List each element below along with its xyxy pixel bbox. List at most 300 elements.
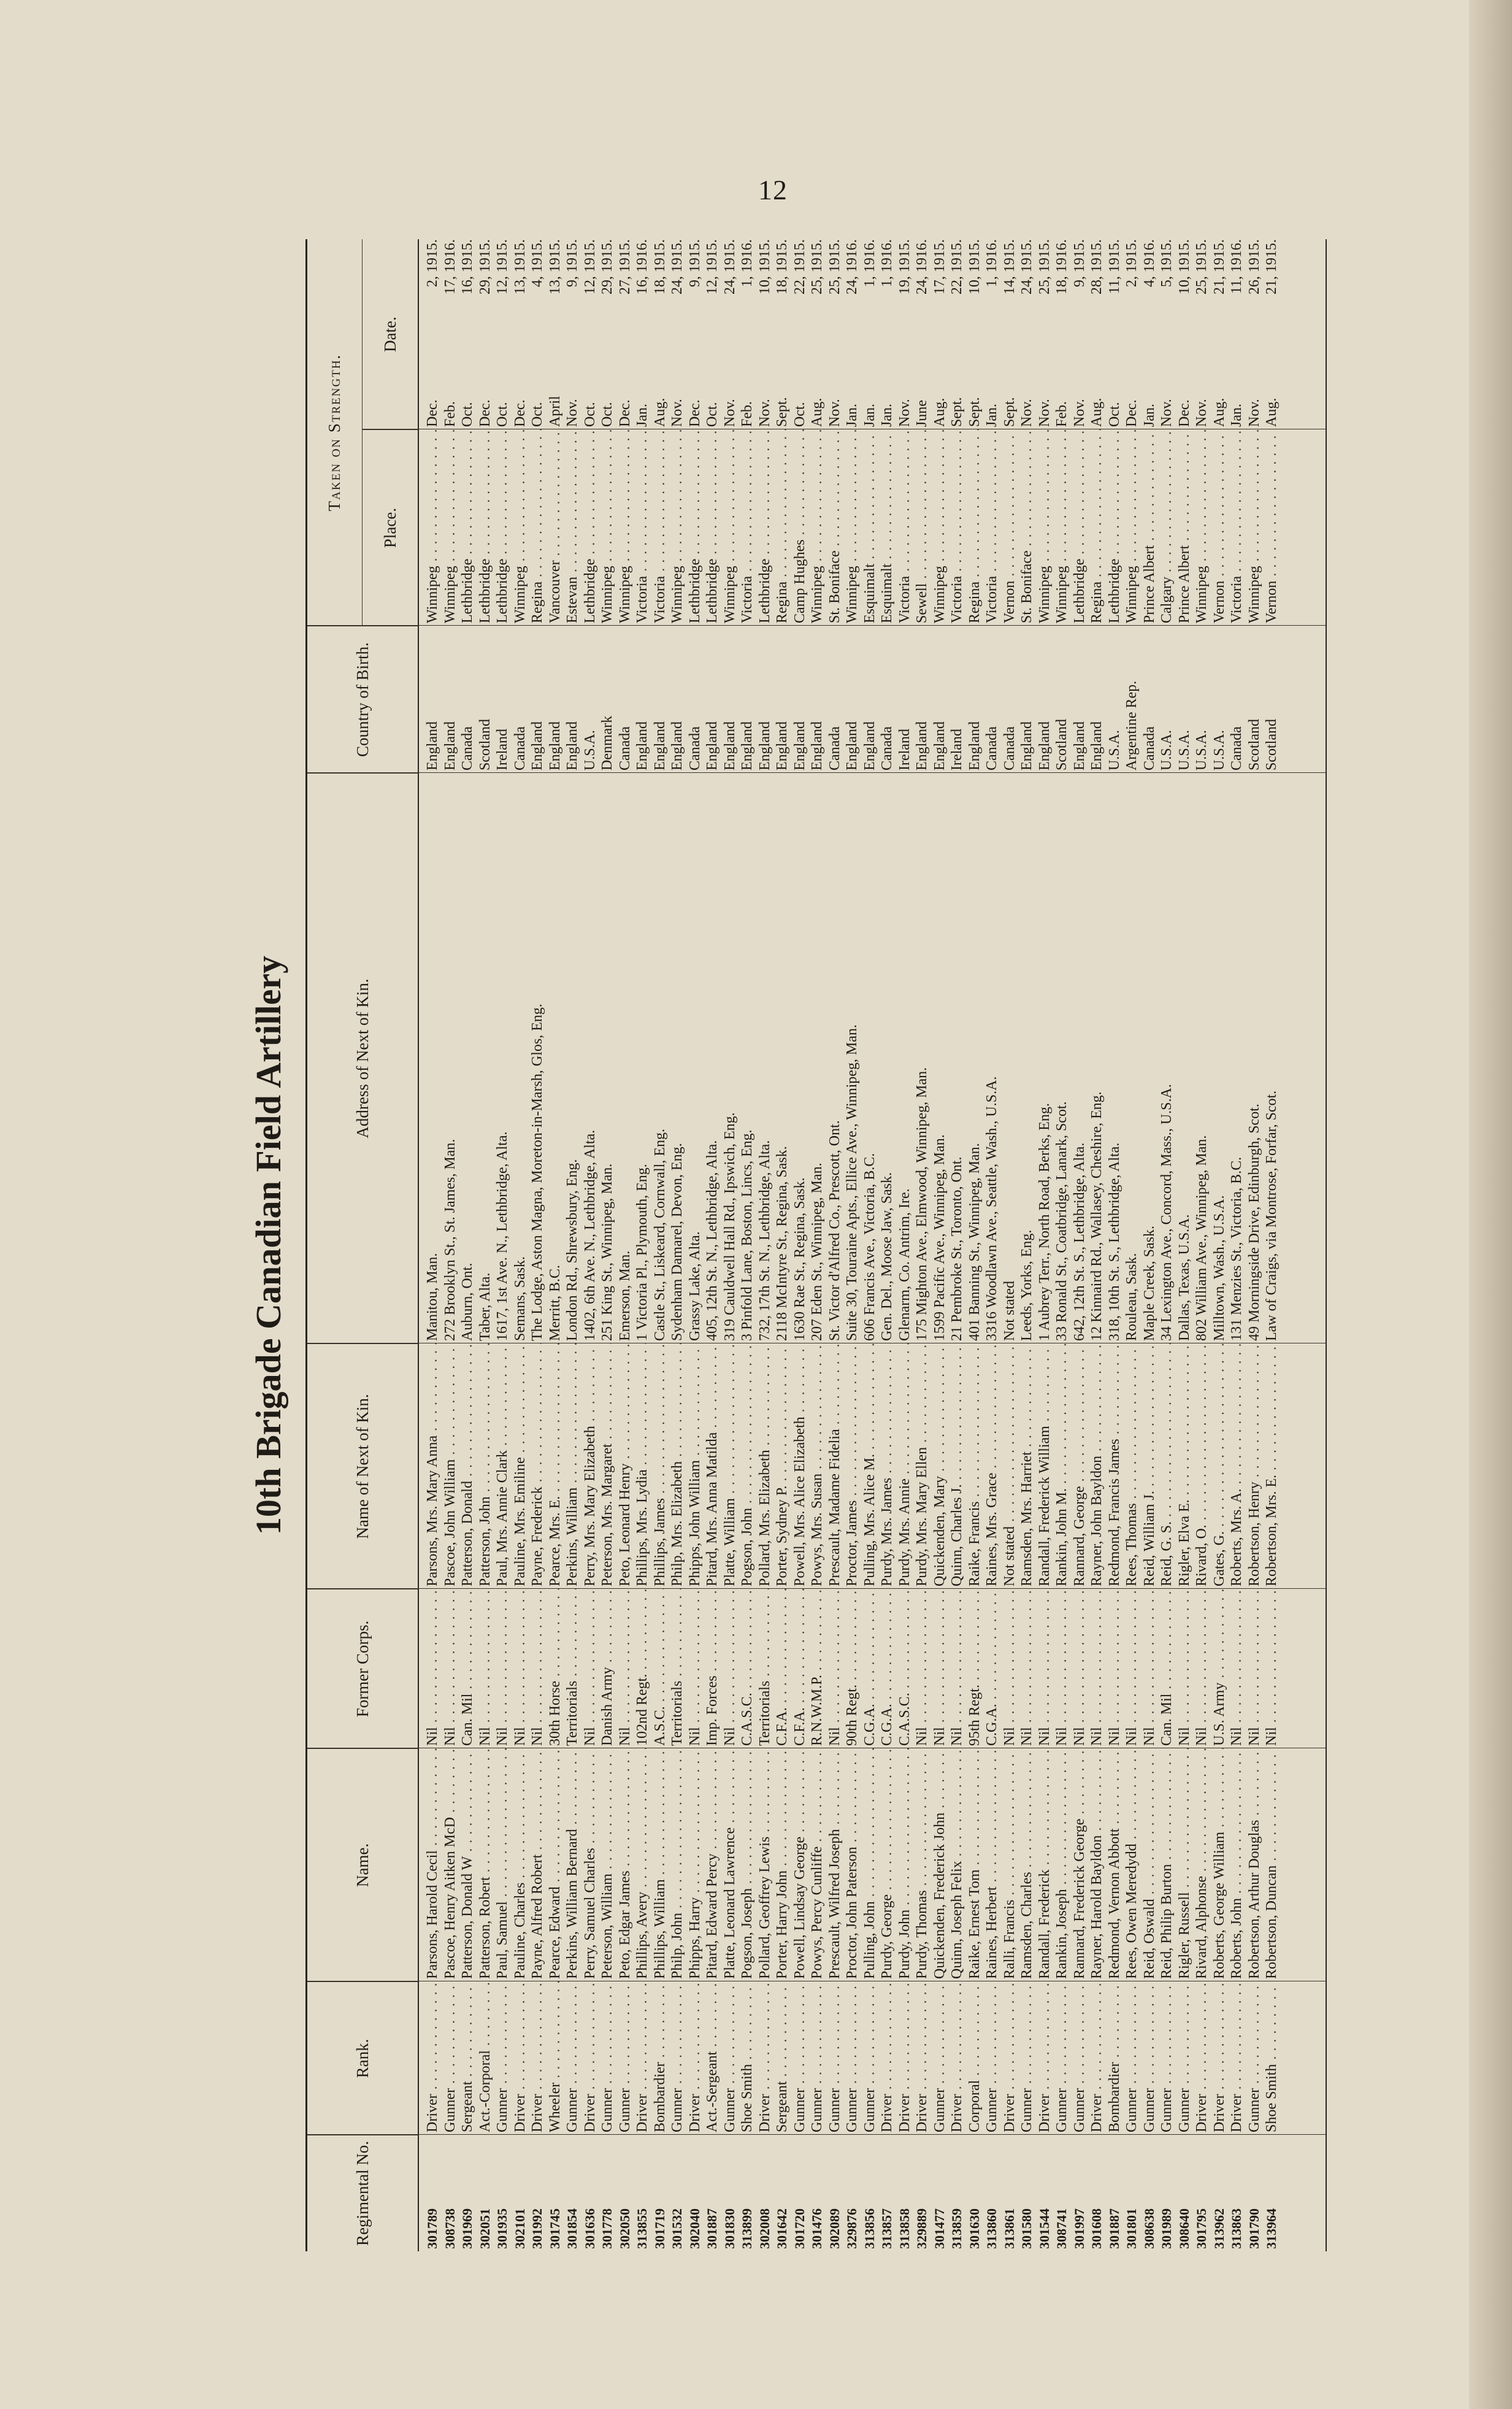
next-of-kin-name: Phillips, Mrs. Lydia . . .: [634, 1343, 651, 1589]
strength-place: Prince Albert . . .: [1176, 429, 1194, 626]
strength-month: Oct.: [704, 402, 720, 427]
former-corps-cell: Imp. Forces . . .: [704, 1589, 721, 1748]
soldier-name: Philp, John . . .: [669, 1748, 686, 1981]
soldier-name: Roberts, George William . . .: [1211, 1748, 1229, 1981]
next-of-kin-name: Quinn, Charles J. . . .: [948, 1343, 966, 1589]
table-row: [1228, 239, 1246, 2251]
strength-month: Dec.: [1124, 399, 1140, 427]
table-row: [1123, 239, 1141, 2251]
former-corps-cell: Nil . . .: [1088, 1589, 1106, 1748]
rank-cell: Sergeant . . .: [773, 1981, 791, 2135]
next-of-kin-name: Peto, Leonard Henry . . .: [616, 1343, 634, 1589]
regimental-number: 301801: [1124, 2208, 1139, 2249]
next-of-kin-address: 131 Menzies St., Victoria, B.C.: [1229, 1156, 1245, 1341]
next-of-kin-address: 1617, 1st Ave. N., Lethbridge, Alta.: [494, 1131, 510, 1341]
strength-date: 29, 1915.: [477, 239, 493, 294]
soldier-name: Phillips, Avery . . .: [634, 1748, 651, 1981]
strength-month: Oct.: [599, 402, 615, 427]
country-of-birth: Canada: [616, 726, 633, 770]
next-of-kin-name: Rannard, George . . .: [1071, 1343, 1089, 1589]
rank-cell: Gunner . . .: [861, 1981, 879, 2135]
regimental-number: 313857: [879, 2208, 894, 2249]
regimental-number: 313962: [1211, 2208, 1227, 2249]
next-of-kin-address: 272 Brooklyn St., St. James, Man.: [442, 1139, 458, 1341]
rank-cell: Driver . . .: [913, 1981, 931, 2135]
former-corps-cell: Nil . . .: [1176, 1589, 1194, 1748]
strength-place: Lethbridge . . .: [477, 429, 494, 626]
regimental-number: 301608: [1089, 2208, 1104, 2249]
soldier-name: Parsons, Harold Cecil . . .: [424, 1748, 442, 1981]
regimental-number: 313899: [739, 2208, 754, 2249]
next-of-kin-name: Quickenden, Mary . . .: [931, 1343, 949, 1589]
strength-date: 22, 1915.: [949, 239, 965, 294]
country-of-birth: Scotland: [1246, 719, 1262, 770]
regimental-number: 302050: [616, 2208, 632, 2249]
strength-date: 18, 1915.: [651, 239, 668, 294]
country-of-birth: Canada: [459, 726, 475, 770]
soldier-name: Ramsden, Charles . . .: [1018, 1748, 1036, 1981]
country-of-birth: England: [721, 721, 738, 770]
strength-place: Lethbridge . . .: [494, 429, 512, 626]
table-row: [1088, 239, 1106, 2251]
strength-date: 22, 1915.: [791, 239, 808, 294]
strength-place: Winnipeg . . .: [669, 429, 686, 626]
table-row: [1141, 239, 1159, 2251]
country-of-birth: Canada: [879, 726, 895, 770]
rank-cell: Shoe Smith . . .: [739, 1981, 756, 2135]
next-of-kin-address: 34 Lexington Ave., Concord, Mass., U.S.A.: [1159, 1084, 1175, 1341]
regimental-number: 313855: [634, 2208, 650, 2249]
strength-place: Winnipeg . . .: [424, 429, 442, 626]
strength-month: Dec.: [616, 399, 633, 427]
former-corps-cell: Nil . . .: [1263, 1589, 1281, 1748]
next-of-kin-address: Grassy Lake, Alta.: [686, 1231, 703, 1341]
country-of-birth: England: [1071, 721, 1088, 770]
table-row: [1211, 239, 1229, 2251]
rank-cell: Bombardier . . .: [651, 1981, 669, 2135]
table-row: [826, 239, 844, 2251]
header-date: Date.: [380, 317, 399, 352]
former-corps-cell: C.G.A. . . .: [983, 1589, 1001, 1748]
former-corps-cell: Nil . . .: [1036, 1589, 1054, 1748]
regimental-number: 301830: [721, 2208, 737, 2249]
next-of-kin-address: 33 Ronald St., Coatbridge, Lanark, Scot.: [1054, 1101, 1070, 1341]
former-corps-cell: A.S.C. . . .: [651, 1589, 669, 1748]
strength-month: Sept.: [1001, 397, 1018, 427]
table-row: [1263, 239, 1281, 2251]
former-corps-cell: Nil . . .: [686, 1589, 704, 1748]
strength-date: 25, 1915.: [1036, 239, 1053, 294]
country-of-birth: England: [442, 721, 458, 770]
strength-date: 19, 1915.: [896, 239, 913, 294]
strength-month: Aug.: [809, 398, 825, 427]
soldier-name: Quickenden, Frederick John . . .: [931, 1748, 949, 1981]
country-of-birth: England: [844, 721, 860, 770]
next-of-kin-address: Taber, Alta.: [477, 1272, 493, 1341]
strength-date: 12, 1915.: [581, 239, 598, 294]
regimental-number: 313863: [1229, 2208, 1244, 2249]
strength-place: Winnipeg . . .: [931, 429, 949, 626]
next-of-kin-address: 175 Mighton Ave., Elmwood, Winnipeg, Man.: [914, 1067, 930, 1341]
soldier-name: Proctor, John Paterson . . .: [843, 1748, 861, 1981]
rank-cell: Driver . . .: [1228, 1981, 1246, 2135]
page-edge-shadow: [1469, 0, 1512, 2409]
strength-place: Winnipeg . . .: [1193, 429, 1211, 626]
strength-date: 12, 1915.: [494, 239, 510, 294]
rank-cell: Gunner . . .: [494, 1981, 512, 2135]
next-of-kin-name: Pitard, Mrs. Anna Matilda . . .: [704, 1343, 721, 1589]
strength-place: Winnipeg . . .: [1036, 429, 1054, 626]
next-of-kin-address: 251 King St., Winnipeg, Man.: [599, 1163, 615, 1341]
rank-cell: Gunner . . .: [1053, 1981, 1071, 2135]
strength-place: Winnipeg . . .: [1123, 429, 1141, 626]
rank-cell: Gunner . . .: [669, 1981, 686, 2135]
soldier-name: Perry, Samuel Charles . . .: [581, 1748, 599, 1981]
rank-cell: Gunner . . .: [564, 1981, 581, 2135]
former-corps-cell: 30th Horse . . .: [547, 1589, 564, 1748]
next-of-kin-address: 319 Cauldwell Hall Rd., Ipswich, Eng.: [721, 1112, 738, 1341]
strength-date: 4, 1915.: [529, 239, 545, 287]
strength-date: 18, 1916.: [1054, 239, 1070, 294]
next-of-kin-address: 207 Eden St., Winnipeg, Man.: [809, 1162, 825, 1341]
strength-date: 25, 1915.: [1194, 239, 1210, 294]
country-of-birth: England: [634, 721, 650, 770]
rank-cell: Driver . . .: [878, 1981, 896, 2135]
strength-place: Lethbridge . . .: [581, 429, 599, 626]
soldier-name: Phipps, Harry . . .: [686, 1748, 704, 1981]
country-of-birth: England: [914, 721, 930, 770]
former-corps-cell: Nil . . .: [1106, 1589, 1124, 1748]
next-of-kin-name: Reid, William J. . . .: [1141, 1343, 1159, 1589]
table-row: [966, 239, 984, 2251]
strength-month: Dec.: [424, 399, 440, 427]
table-row: [1106, 239, 1124, 2251]
country-of-birth: Scotland: [477, 719, 493, 770]
table-body: [424, 239, 1281, 2251]
rank-cell: Driver . . .: [686, 1981, 704, 2135]
strength-month: Nov.: [669, 399, 685, 427]
former-corps-cell: Territorials . . .: [669, 1589, 686, 1748]
strength-month: Feb.: [739, 401, 755, 427]
strength-month: Oct.: [1106, 402, 1122, 427]
next-of-kin-address: 21 Pembroke St., Toronto, Ont.: [949, 1156, 965, 1341]
next-of-kin-name: Rayner, John Bayldon . . .: [1088, 1343, 1106, 1589]
strength-place: St. Boniface . . .: [1018, 429, 1036, 626]
next-of-kin-address: Auburn, Ont.: [459, 1262, 475, 1341]
table-header: [307, 239, 419, 2251]
table-row: [599, 239, 616, 2251]
strength-date: 26, 1915.: [1246, 239, 1262, 294]
strength-place: Winnipeg . . .: [1053, 429, 1071, 626]
country-of-birth: Scotland: [1264, 719, 1280, 770]
next-of-kin-address: Semans, Sask.: [512, 1256, 528, 1341]
soldier-name: Peto, Edgar James . . .: [616, 1748, 634, 1981]
rank-cell: Driver . . .: [1088, 1981, 1106, 2135]
header-next-of-kin: Name of Next of Kin.: [307, 1343, 418, 1589]
strength-date: 29, 1915.: [599, 239, 615, 294]
strength-place: Calgary . . .: [1158, 429, 1176, 626]
regimental-number: 301580: [1019, 2208, 1034, 2249]
strength-date: 11, 1916.: [1229, 239, 1245, 294]
strength-month: Oct.: [581, 402, 598, 427]
regimental-number: 301630: [966, 2208, 982, 2249]
strength-month: Jan.: [984, 404, 1000, 427]
strength-date: 10, 1915.: [1176, 239, 1192, 294]
strength-date: 25, 1915.: [826, 239, 843, 294]
strength-date: 21, 1915.: [1264, 239, 1280, 294]
next-of-kin-name: Payne, Frederick . . .: [529, 1343, 547, 1589]
table-row: [948, 239, 966, 2251]
rank-cell: Bombardier . . .: [1106, 1981, 1124, 2135]
country-of-birth: Canada: [512, 726, 528, 770]
strength-date: 13, 1915.: [547, 239, 563, 294]
next-of-kin-address: Law of Craigs, via Montrose, Forfar, Scot.: [1264, 1090, 1280, 1341]
soldier-name: Powys, Percy Cunliffe . . .: [808, 1748, 826, 1981]
country-of-birth: England: [1089, 721, 1105, 770]
nominal-roll-table: [305, 239, 1327, 2251]
table-row: [686, 239, 704, 2251]
soldier-name: Rees, Owen Meredydd . . .: [1123, 1748, 1141, 1981]
next-of-kin-address: 606 Francis Ave., Victoria, B.C.: [861, 1153, 878, 1341]
strength-date: 17, 1916.: [442, 239, 458, 294]
former-corps-cell: Nil . . .: [931, 1589, 949, 1748]
strength-date: 17, 1915.: [931, 239, 948, 294]
country-of-birth: Ireland: [494, 729, 510, 770]
country-of-birth: U.S.A.: [581, 729, 598, 770]
strength-month: Jan.: [634, 404, 650, 427]
strength-date: 18, 1915.: [774, 239, 790, 294]
rank-cell: Driver . . .: [634, 1981, 651, 2135]
table-row: [1176, 239, 1194, 2251]
soldier-name: Perkins, William Bernard . . .: [564, 1748, 581, 1981]
strength-month: Jan.: [879, 404, 895, 427]
soldier-name: Rigler, Russell . . .: [1176, 1748, 1194, 1981]
table-row: [739, 239, 756, 2251]
next-of-kin-name: Raines, Mrs. Grace . . .: [983, 1343, 1001, 1589]
former-corps-cell: U.S. Army . . .: [1211, 1589, 1229, 1748]
rank-cell: Gunner . . .: [1176, 1981, 1194, 2135]
former-corps-cell: Can. Mil . . .: [1158, 1589, 1176, 1748]
country-of-birth: Ireland: [949, 729, 965, 770]
strength-date: 9, 1915.: [686, 239, 703, 287]
soldier-name: Redmond, Vernon Abbott . . .: [1106, 1748, 1124, 1981]
next-of-kin-address: 1630 Rae St., Regina, Sask.: [791, 1177, 808, 1341]
next-of-kin-name: Pearce, Mrs. E. . . .: [547, 1343, 564, 1589]
former-corps-cell: Nil . . .: [1001, 1589, 1019, 1748]
rank-cell: Driver . . .: [756, 1981, 774, 2135]
page-number: 12: [758, 174, 788, 206]
regimental-number: 329876: [844, 2208, 859, 2249]
next-of-kin-name: Powys, Mrs. Susan . . .: [808, 1343, 826, 1589]
strength-month: Sept.: [774, 397, 790, 427]
table-row: [1036, 239, 1054, 2251]
table-row: [424, 239, 442, 2251]
next-of-kin-name: Prescault, Madame Fidelia . . .: [826, 1343, 844, 1589]
regimental-number: 308741: [1054, 2208, 1069, 2249]
soldier-name: Quinn, Joseph Felix . . .: [948, 1748, 966, 1981]
regimental-number: 308738: [442, 2208, 458, 2249]
country-of-birth: England: [704, 721, 720, 770]
header-former-corps: Former Corps.: [307, 1589, 418, 1748]
next-of-kin-address: Sydenham Damarel, Devon, Eng.: [669, 1143, 685, 1341]
regimental-number: 301719: [651, 2208, 667, 2249]
regimental-number: 301532: [669, 2208, 685, 2249]
country-of-birth: England: [564, 721, 580, 770]
strength-date: 16, 1915.: [459, 239, 475, 294]
strength-date: 27, 1915.: [616, 239, 633, 294]
table-row: [983, 239, 1001, 2251]
country-of-birth: Canada: [826, 726, 843, 770]
next-of-kin-address: 12 Kinnaird Rd., Wallasey, Cheshire, Eng.: [1089, 1091, 1105, 1341]
next-of-kin-address: 49 Morningside Drive, Edinburgh, Scot.: [1246, 1104, 1262, 1341]
next-of-kin-address: Milltown, Wash., U.S.A.: [1211, 1195, 1227, 1341]
former-corps-cell: C.G.A. . . .: [878, 1589, 896, 1748]
country-of-birth: Scotland: [1054, 719, 1070, 770]
next-of-kin-address: Castle St., Liskeard, Cornwall, Eng.: [651, 1129, 668, 1341]
strength-month: Nov.: [826, 399, 843, 427]
strength-date: 12, 1915.: [704, 239, 720, 294]
next-of-kin-address: 3316 Woodlawn Ave., Seattle, Wash., U.S.A.: [984, 1076, 1000, 1341]
strength-month: April: [547, 396, 563, 427]
strength-month: Feb.: [1054, 401, 1070, 427]
next-of-kin-name: Purdy, Mrs. Annie . . .: [896, 1343, 914, 1589]
rank-cell: Gunner . . .: [826, 1981, 844, 2135]
table-row: [564, 239, 581, 2251]
table-row: [931, 239, 949, 2251]
next-of-kin-address: Gen. Del., Moose Jaw, Sask.: [879, 1172, 895, 1341]
regimental-number: 301778: [599, 2208, 615, 2249]
strength-month: Nov.: [721, 399, 738, 427]
strength-place: Winnipeg . . .: [721, 429, 739, 626]
country-of-birth: England: [651, 721, 668, 770]
former-corps-cell: Nil . . .: [1053, 1589, 1071, 1748]
table-row: [843, 239, 861, 2251]
former-corps-cell: Nil . . .: [1071, 1589, 1089, 1748]
strength-month: Jan.: [844, 404, 860, 427]
strength-month: Nov.: [1036, 399, 1053, 427]
regimental-number: 301887: [1106, 2208, 1122, 2249]
country-of-birth: Argentine Rep.: [1124, 680, 1140, 770]
next-of-kin-name: Patterson, Donald . . .: [459, 1343, 477, 1589]
strength-month: Aug.: [1089, 398, 1105, 427]
strength-place: Camp Hughes . . .: [791, 429, 809, 626]
next-of-kin-address: 2118 McIntyre St., Regina, Sask.: [774, 1146, 790, 1341]
strength-place: Esquimalt . . .: [861, 429, 879, 626]
next-of-kin-name: Pascoe, John William . . .: [442, 1343, 459, 1589]
next-of-kin-address: 732, 17th St. N., Lethbridge, Alta.: [756, 1140, 773, 1341]
strength-month: Nov.: [564, 399, 580, 427]
country-of-birth: England: [861, 721, 878, 770]
country-of-birth: England: [1036, 721, 1053, 770]
country-of-birth: Canada: [1001, 726, 1018, 770]
next-of-kin-name: Phipps, John William . . .: [686, 1343, 704, 1589]
strength-month: Nov.: [756, 399, 773, 427]
strength-month: June: [914, 400, 930, 427]
table-row: [669, 239, 686, 2251]
next-of-kin-name: Phillips, James . . .: [651, 1343, 669, 1589]
strength-date: 5, 1915.: [1159, 239, 1175, 287]
header-regimental-no: Regimental No.: [307, 2135, 418, 2251]
strength-place: Lethbridge . . .: [686, 429, 704, 626]
strength-place: Victoria . . .: [983, 429, 1001, 626]
country-of-birth: Canada: [1229, 726, 1245, 770]
country-of-birth: England: [669, 721, 685, 770]
former-corps-cell: Nil . . .: [424, 1589, 442, 1748]
soldier-name: Rankin, Joseph . . .: [1053, 1748, 1071, 1981]
regimental-number: 301476: [809, 2208, 824, 2249]
strength-month: Aug.: [651, 398, 668, 427]
former-corps-cell: Nil . . .: [442, 1589, 459, 1748]
strength-place: Victoria . . .: [739, 429, 756, 626]
strength-place: Vernon . . .: [1001, 429, 1019, 626]
strength-month: Nov.: [1246, 399, 1262, 427]
table-row: [1193, 239, 1211, 2251]
former-corps-cell: C.F.A. . . .: [791, 1589, 809, 1748]
rank-cell: Shoe Smith . . .: [1263, 1981, 1281, 2135]
rank-cell: Gunner . . .: [1158, 1981, 1176, 2135]
strength-place: Regina . . .: [1088, 429, 1106, 626]
strength-place: Vernon . . .: [1263, 429, 1281, 626]
country-of-birth: U.S.A.: [1194, 729, 1210, 770]
rotated-register-page: [238, 239, 1324, 2251]
rank-cell: Gunner . . .: [1123, 1981, 1141, 2135]
table-row: [721, 239, 739, 2251]
soldier-name: Robertson, Arthur Douglas . . .: [1246, 1748, 1264, 1981]
rank-cell: Driver . . .: [1193, 1981, 1211, 2135]
strength-place: Victoria . . .: [948, 429, 966, 626]
rank-cell: Driver . . .: [529, 1981, 547, 2135]
former-corps-cell: Nil . . .: [948, 1589, 966, 1748]
next-of-kin-address: 1 Aubrey Terr., North Road, Berks, Eng.: [1036, 1103, 1053, 1341]
next-of-kin-address: 802 William Ave., Winnipeg, Man.: [1194, 1135, 1210, 1341]
rank-cell: Gunner . . .: [1141, 1981, 1159, 2135]
strength-place: Sewell . . .: [913, 429, 931, 626]
table-row: [477, 239, 494, 2251]
strength-date: 24, 1915.: [721, 239, 738, 294]
country-of-birth: England: [756, 721, 773, 770]
country-of-birth: U.S.A.: [1211, 729, 1227, 770]
next-of-kin-name: Redmond, Francis James . . .: [1106, 1343, 1124, 1589]
rank-cell: Gunner . . .: [983, 1981, 1001, 2135]
next-of-kin-address: Emerson, Man.: [616, 1250, 633, 1341]
strength-date: 25, 1915.: [809, 239, 825, 294]
strength-place: Victoria . . .: [1228, 429, 1246, 626]
former-corps-cell: Can. Mil . . .: [459, 1589, 477, 1748]
former-corps-cell: Nil . . .: [1123, 1589, 1141, 1748]
next-of-kin-address: Suite 30, Touraine Apts., Ellice Ave., Winnipeg, Man.: [844, 1024, 860, 1341]
table-row: [878, 239, 896, 2251]
regimental-number: 301854: [564, 2208, 580, 2249]
former-corps-cell: Nil . . .: [1246, 1589, 1264, 1748]
former-corps-cell: Nil . . .: [581, 1589, 599, 1748]
regimental-number: 329889: [914, 2208, 929, 2249]
table-row: [913, 239, 931, 2251]
table-row: [861, 239, 879, 2251]
rank-cell: Gunner . . .: [721, 1981, 739, 2135]
strength-date: 9, 1915.: [564, 239, 580, 287]
strength-place: Lethbridge . . .: [1071, 429, 1089, 626]
next-of-kin-name: Raike, Francis . . .: [966, 1343, 984, 1589]
soldier-name: Paul, Samuel . . .: [494, 1748, 512, 1981]
soldier-name: Ralli, Francis . . .: [1001, 1748, 1019, 1981]
strength-date: 1, 1916.: [861, 239, 878, 287]
rank-cell: Gunner . . .: [1246, 1981, 1264, 2135]
table-row: [896, 239, 914, 2251]
strength-place: Regina . . .: [966, 429, 984, 626]
strength-place: Vernon . . .: [1211, 429, 1229, 626]
former-corps-cell: Nil . . .: [1193, 1589, 1211, 1748]
soldier-name: Phillips, William . . .: [651, 1748, 669, 1981]
